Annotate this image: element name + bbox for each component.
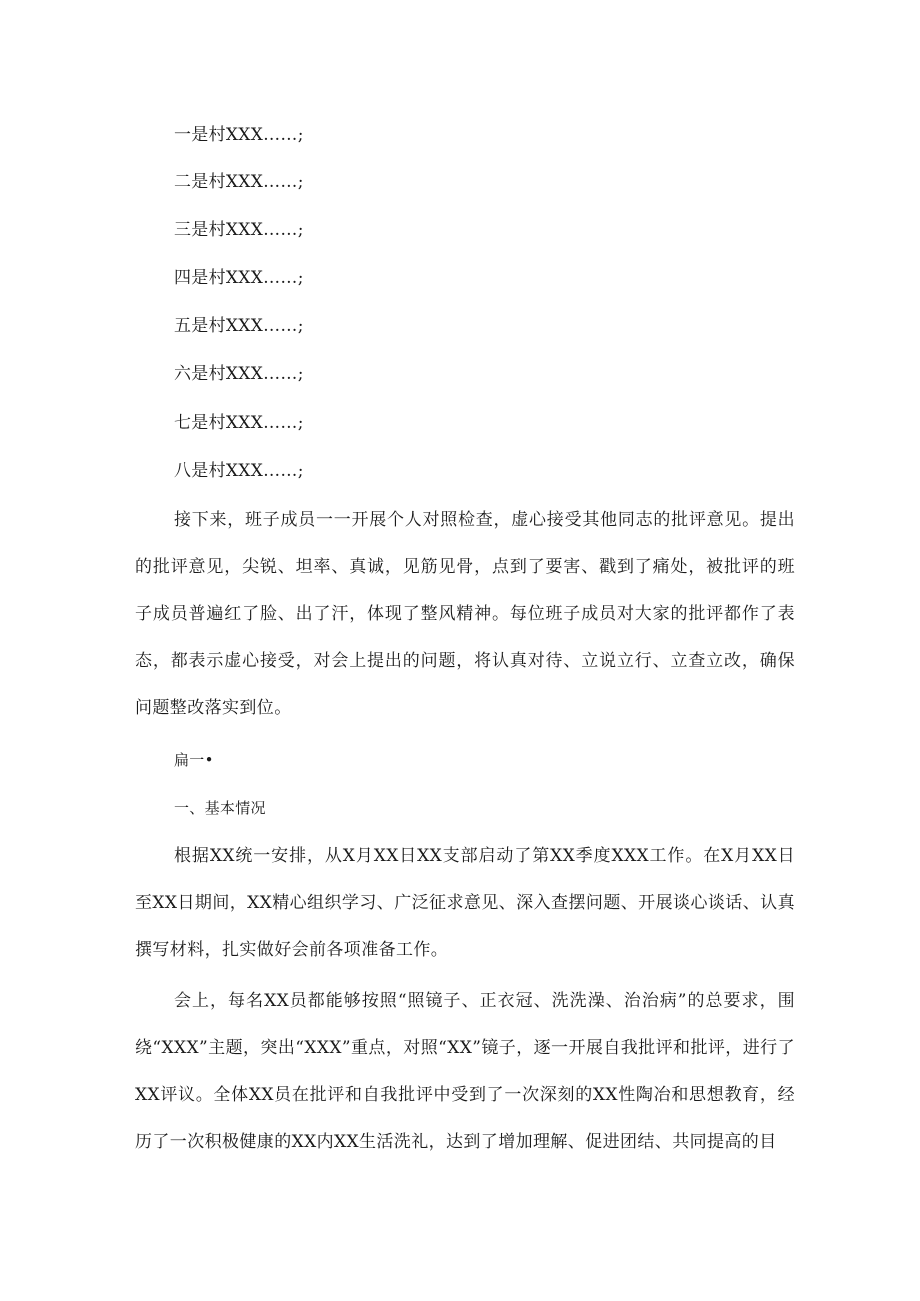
- paragraph-meeting-summary: 会上，每名XX员都能够按照“照镜子、正衣冠、洗洗澡、治治病”的总要求，围绕“XXX”主题，突出“XXX”重点，对照“XX”镜子，逐一开展自我批评和批评，进行了XX评议。全体XX员在批评和自我批评中受到了一次深刻的XX性陶冶和思想教育，经历了一次积极健康的XX内XX生活洗礼，达到了增加理解、促进团结、共同提高的目: [135, 991, 795, 1152]
- list-item-3: 三是村XXX……;: [174, 220, 304, 240]
- list-item-5: 五是村XXX……;: [174, 316, 304, 336]
- section-label: 扁一•: [174, 751, 214, 769]
- paragraph-basic-situation: 根据XX统一安排，从X月XX日XX支部启动了第XX季度XXX工作。在X月XX日至XX日期间，XX精心组织学习、广泛征求意见、深入查摆问题、开展谈心谈话、认真撰写材料，扎实做好会前各项准备工作。: [135, 846, 795, 960]
- list-item-4: 四是村XXX……;: [174, 268, 304, 288]
- list-item-7: 七是村XXX……;: [174, 413, 304, 433]
- list-item-8: 八是村XXX……;: [174, 461, 304, 481]
- list-item-1: 一是村XXX……;: [174, 125, 304, 145]
- section-heading: 一、基本情况: [174, 799, 266, 817]
- paragraph-review-feedback: 接下来，班子成员一一开展个人对照检查，虚心接受其他同志的批评意见。提出的批评意见，尖锐、坦率、真诚，见筋见骨，点到了要害、戳到了痛处，被批评的班子成员普遍红了脸、出了汗，体现了整风精神。每位班子成员对大家的批评都作了表态，都表示虚心接受，对会上提出的问题，将认真对待、立说立行、立查立改，确保问题整改落实到位。: [135, 510, 795, 718]
- list-item-2: 二是村XXX……;: [174, 172, 304, 192]
- list-item-6: 六是村XXX……;: [174, 364, 304, 384]
